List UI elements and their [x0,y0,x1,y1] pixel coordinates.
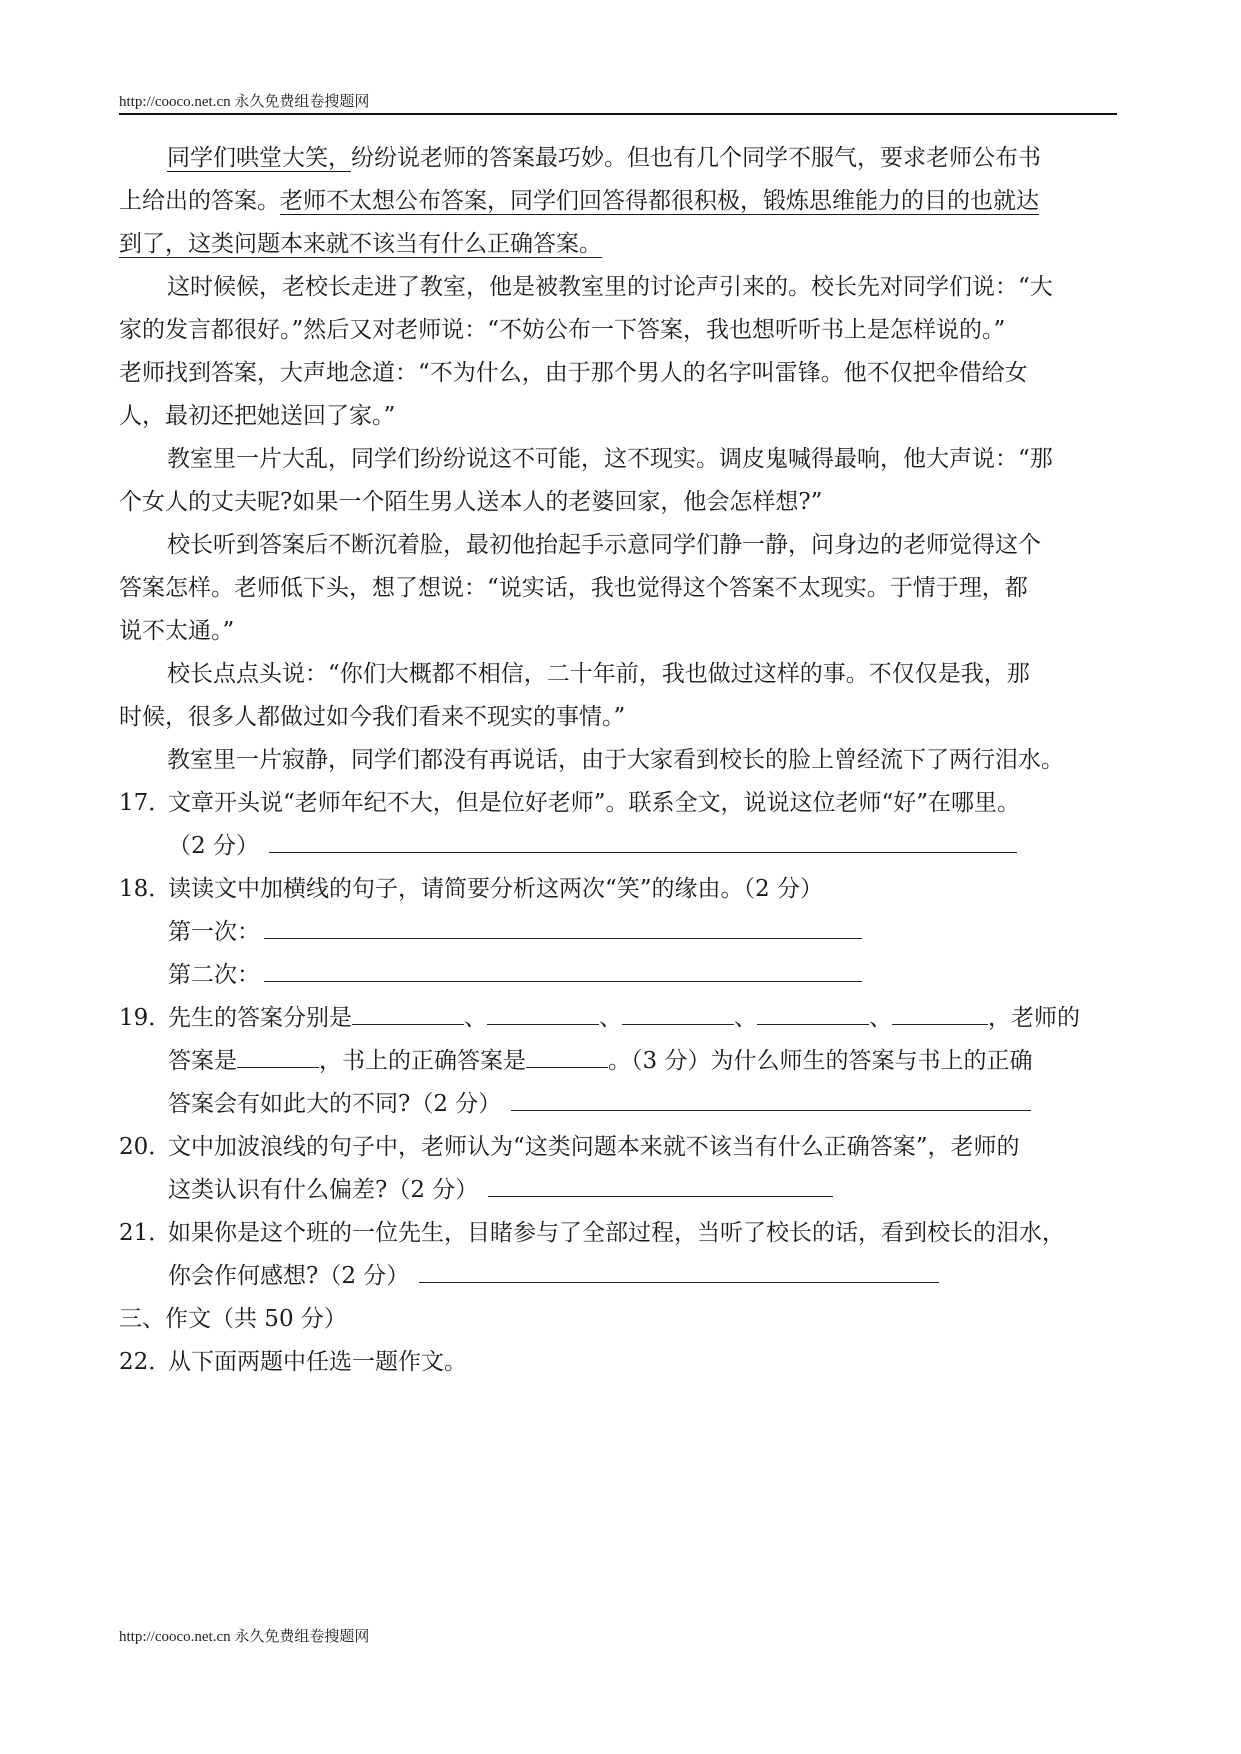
passage-p4-line-1: 校长听到答案后不断沉着脸，最初他抬起手示意同学们静一静，问身边的老师觉得这个 [167,532,1041,558]
q18-second-blank[interactable] [264,961,862,982]
q18-second-row: 第二次： [168,960,862,990]
q19-line-1: 先生的答案分别是 、 、 、 、 ，老师的 [168,1005,1080,1031]
header-rule [119,113,1117,115]
passage-p3-line-1: 教室里一片大乱，同学们纷纷说这不可能，这不现实。调皮鬼喊得最响，他大声说：“那 [167,446,1053,472]
q19-student-answer-blank-5[interactable] [892,1004,988,1025]
passage-p2-line-4: 人，最初还把她送回了家。” [119,403,396,429]
q18-first-blank[interactable] [264,918,862,939]
q20-answer-row: 这类认识有什么偏差?（2 分） [168,1175,833,1205]
q19-reason-blank[interactable] [511,1090,1031,1111]
q18-first-row: 第一次： [168,917,862,947]
passage-p2-line-2: 家的发言都很好。”然后又对老师说：“不妨公布一下答案，我也想听听书上是怎样说的。” [119,317,1006,343]
passage-p2-line-3: 老师找到答案，大声地念道：“不为什么，由于那个男人的名字叫雷锋。他不仅把伞借给女 [119,360,1028,386]
q17-text: 文章开头说“老师年纪不大，但是位好老师”。联系全文，说说这位老师“好”在哪里。 [168,790,1021,816]
passage-p1-line-3 [119,229,602,259]
page-header: http://cooco.net.cn 永久免费组卷搜题网 [119,94,370,110]
q21-answer-blank[interactable] [419,1262,939,1283]
passage-p1-line-2: 上给出的答案。老师不太想公布答案，同学们回答得都很积极，锻炼思维能力的目的也就达 [119,188,1039,214]
passage-p5-line-1: 校长点点头说：“你们大概都不相信，二十年前，我也做过这样的事。不仅仅是我，那 [167,661,1030,687]
passage-p4-line-3: 说不太通。” [119,618,235,644]
q17-number: 17． [119,790,172,816]
passage-p5-line-2: 时候，很多人都做过如今我们看来不现实的事情。” [119,704,626,730]
passage-p3-line-2: 个女人的丈夫呢?如果一个陌生男人送本人的老婆回家，他会怎样想?” [119,489,823,515]
q18-number: 18． [119,876,172,902]
q19-student-answer-blank-4[interactable] [757,1004,869,1025]
q20-number: 20． [119,1134,172,1160]
q22-number: 22． [119,1349,172,1375]
passage-p1-line-1: 同学们哄堂大笑，纷纷说老师的答案最巧妙。但也有几个同学不服气，要求老师公布书 [167,145,1041,171]
q21-text: 如果你是这个班的一位先生，目睹参与了全部过程，当听了校长的话，看到校长的泪水， [168,1220,1065,1246]
q17-answer-row: （2 分） [168,831,1017,861]
q20-text: 文中加波浪线的句子中，老师认为“这类问题本来就不该当有什么正确答案”，老师的 [168,1134,1020,1160]
underlined-sentence-1: 同学们哄堂大笑， [167,145,351,171]
q20-answer-blank[interactable] [488,1176,833,1197]
q19-line-2: 答案是 ，书上的正确答案是 。（3 分）为什么师生的答案与书上的正确 [168,1048,1033,1074]
q21-number: 21． [119,1220,172,1246]
q18-text: 读读文中加横线的句子，请简要分析这两次“笑”的缘由。（2 分） [168,876,823,902]
passage-p4-line-2: 答案怎样。老师低下头，想了想说：“说实话，我也觉得这个答案不太现实。于情于理，都 [119,575,1028,601]
q22-text: 从下面两题中任选一题作文。 [168,1349,467,1375]
wavy-sentence-part-1: 老师不太想公布答案，同学们回答得都很积极，锻炼思维能力的目的也就达 [280,188,1039,214]
q19-line-3: 答案会有如此大的不同?（2 分） [168,1089,1031,1119]
q19-number: 19． [119,1005,172,1031]
wavy-sentence-part-2: 到了，这类问题本来就不该当有什么正确答案。 [119,231,602,257]
section-3-title: 三、作文（共 50 分） [119,1306,347,1332]
page-footer: http://cooco.net.cn 永久免费组卷搜题网 [119,1629,370,1645]
q19-student-answer-blank-2[interactable] [487,1004,599,1025]
q19-book-answer-blank[interactable] [526,1047,608,1068]
q21-answer-row: 你会作何感想?（2 分） [168,1261,939,1291]
q17-answer-blank[interactable] [269,832,1017,853]
q19-teacher-answer-blank[interactable] [237,1047,319,1068]
passage-p6-line-1: 教室里一片寂静，同学们都没有再说话，由于大家看到校长的脸上曾经流下了两行泪水。 [167,747,1064,773]
q19-student-answer-blank-1[interactable] [352,1004,464,1025]
passage-p2-line-1: 这时候候，老校长走进了教室，他是被教室里的讨论声引来的。校长先对同学们说：“大 [167,274,1053,300]
q19-student-answer-blank-3[interactable] [622,1004,734,1025]
